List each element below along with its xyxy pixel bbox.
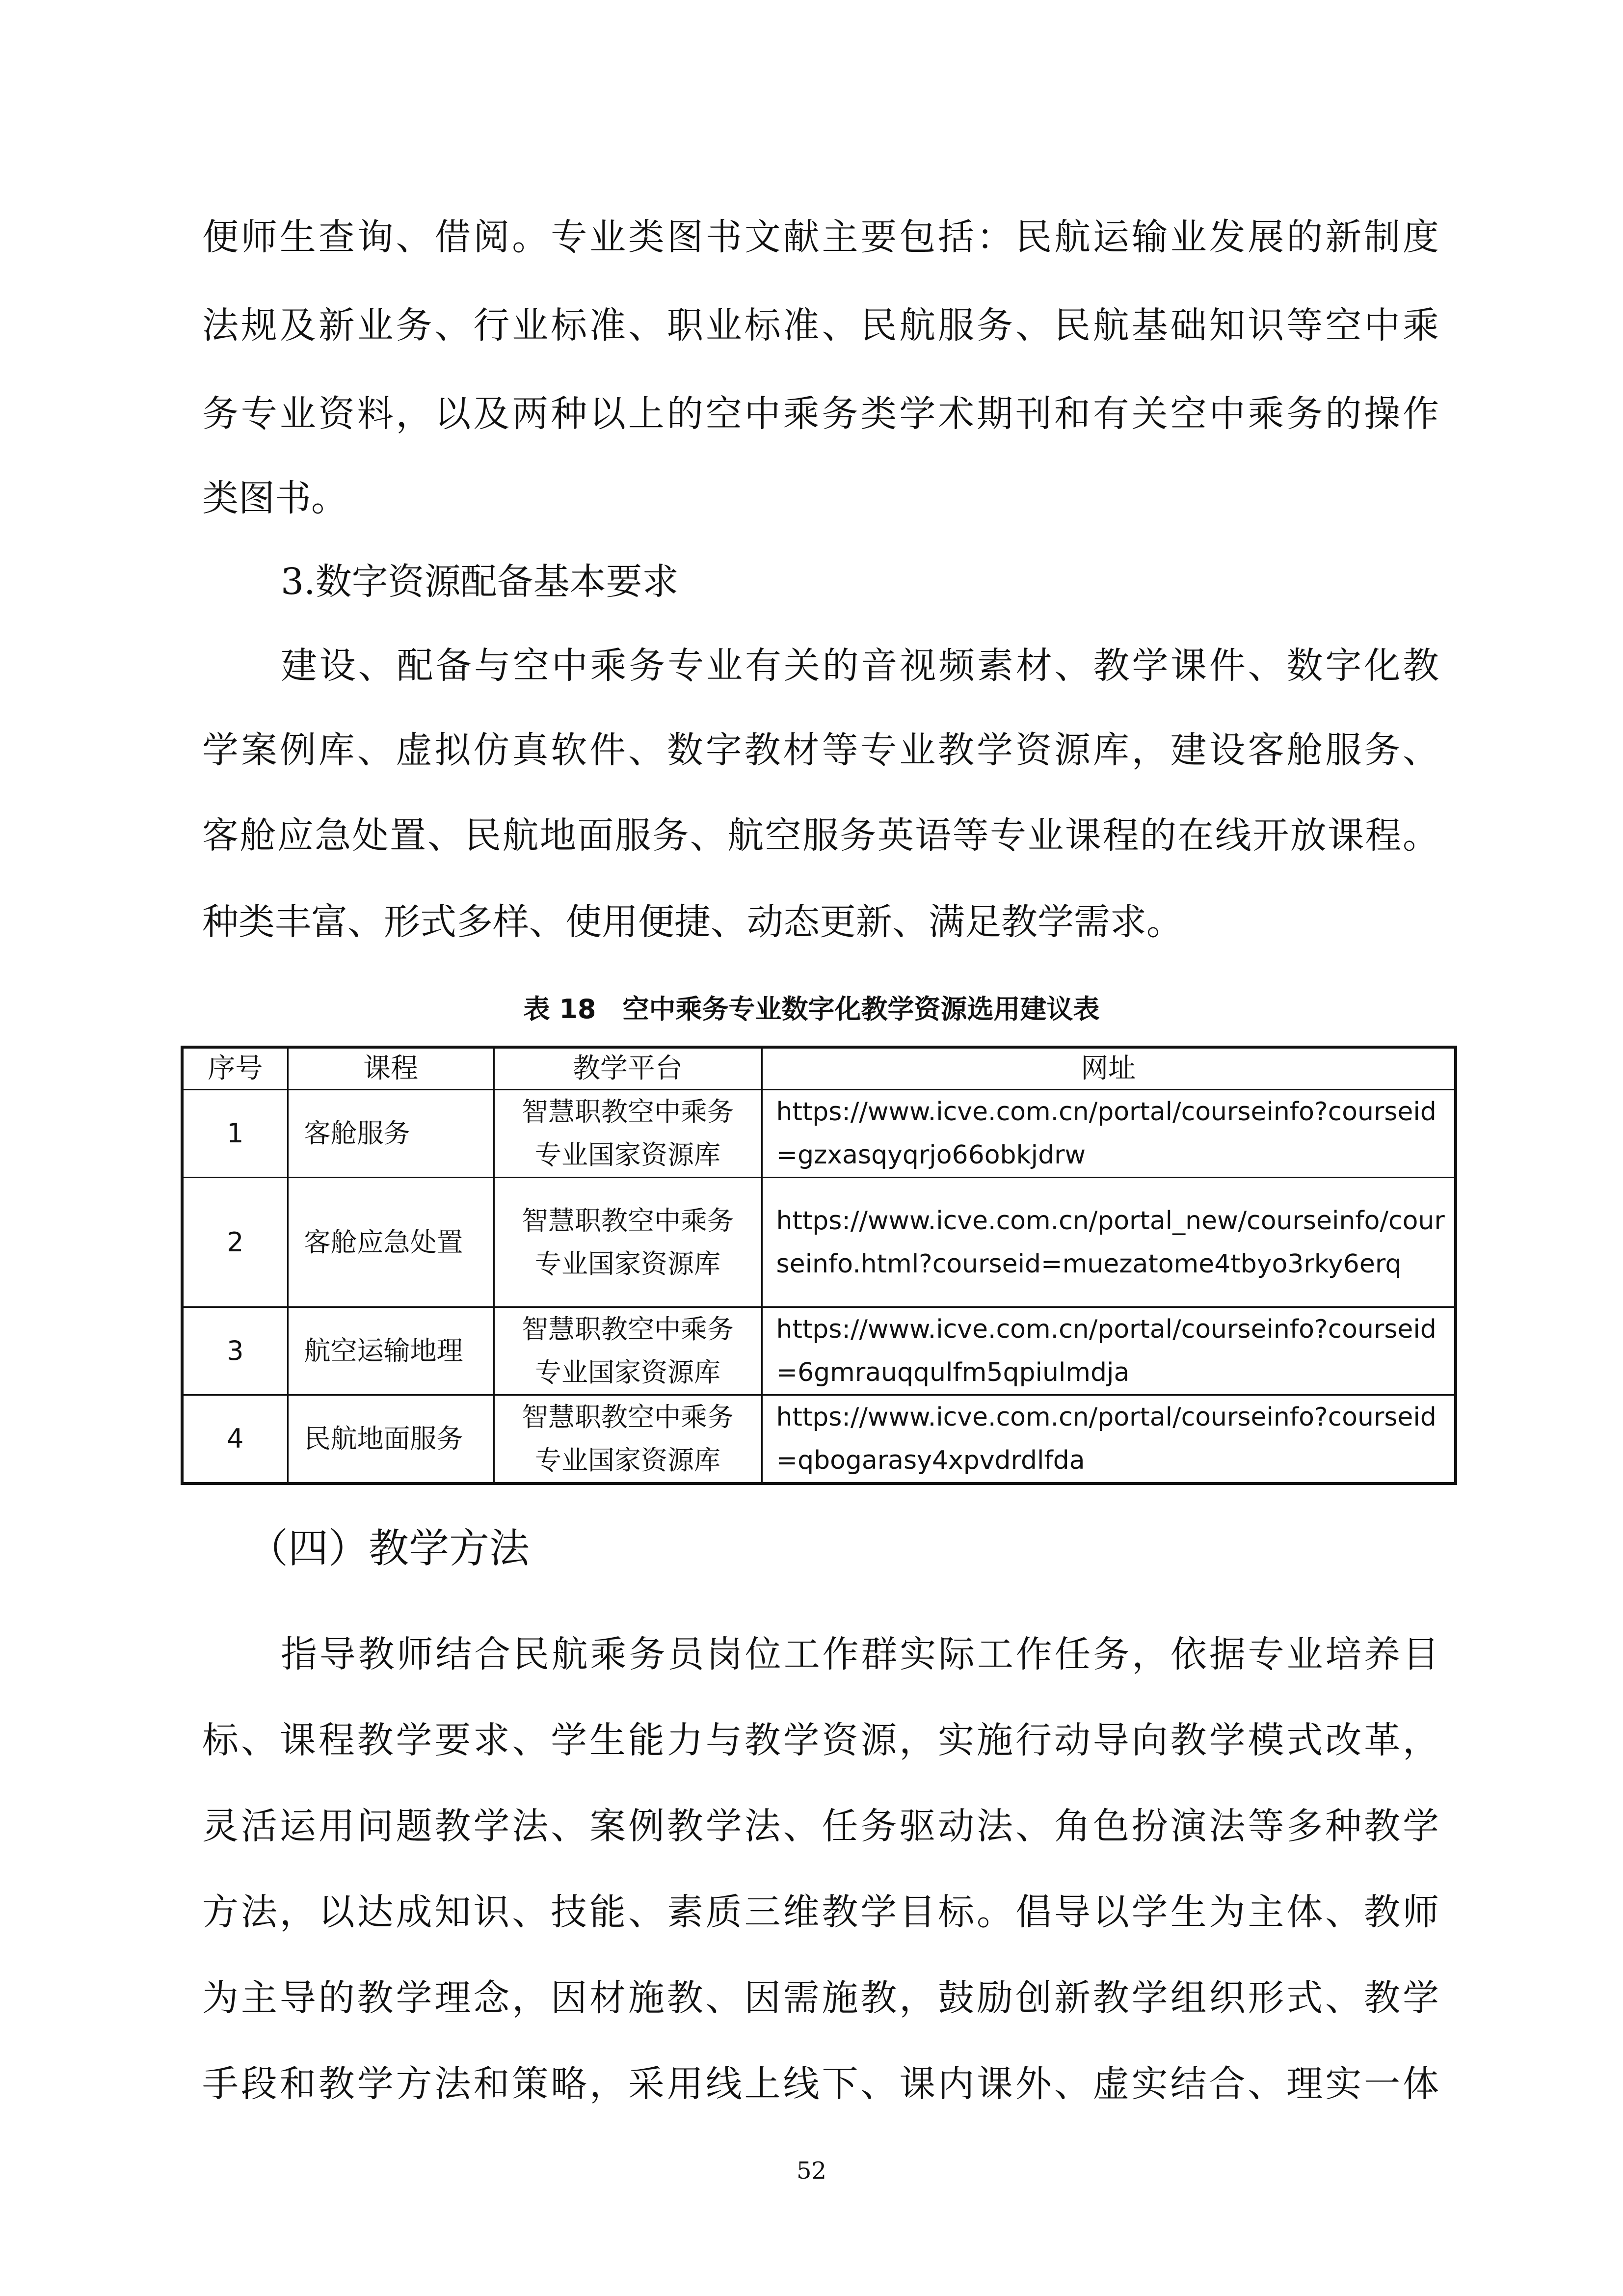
platform-line-2: 专业国家资源库 [535, 1248, 720, 1279]
paragraph-3-line-4: 方法，以达成知识、技能、素质三维教学目标。倡导以学生为主体、教师 [202, 1891, 1439, 1933]
paragraph-3-line-1: 指导教师结合民航乘务员岗位工作群实际工作任务，依据专业培养目 [281, 1633, 1439, 1675]
platform-line-2: 专业国家资源库 [535, 1357, 720, 1388]
platform-line-2: 专业国家资源库 [535, 1445, 720, 1476]
resource-url-link[interactable]: https://www.icve.com.cn/portal/courseinfo?courseid=qbogarasy4xpvdrdlfda [762, 1395, 1456, 1484]
platform-line-2: 专业国家资源库 [535, 1139, 720, 1170]
paragraph-1-line-4: 类图书。 [202, 477, 347, 519]
resource-url-link[interactable]: https://www.icve.com.cn/portal/courseinfo?courseid=gzxasqyqrjo66obkjdrw [762, 1090, 1456, 1178]
platform-line-1: 智慧职教空中乘务 [522, 1096, 734, 1127]
paragraph-2-line-4: 种类丰富、形式多样、使用便捷、动态更新、满足教学需求。 [202, 901, 1183, 943]
course-name: 民航地面服务 [288, 1395, 494, 1484]
table-caption: 表 18 空中乘务专业数字化教学资源选用建议表 [523, 994, 1100, 1025]
row-number: 1 [182, 1090, 288, 1178]
table-header-row [182, 1047, 1456, 1090]
resource-url-link[interactable]: https://www.icve.com.cn/portal_new/courseinfo/courseinfo.html?courseid=muezatome4tbyo3rky6erq [762, 1178, 1456, 1307]
paragraph-3-line-2: 标、课程教学要求、学生能力与教学资源，实施行动导向教学模式改革， [202, 1719, 1439, 1761]
paragraph-2-line-1: 建设、配备与空中乘务专业有关的音视频素材、教学课件、数字化教 [281, 645, 1439, 687]
header-url: 网址 [762, 1047, 1456, 1090]
header-platform: 教学平台 [494, 1047, 762, 1090]
table-row [182, 1395, 1456, 1484]
row-number: 2 [182, 1178, 288, 1307]
paragraph-3-line-6: 手段和教学方法和策略，采用线上线下、课内课外、虚实结合、理实一体 [202, 2063, 1439, 2105]
table-row [182, 1090, 1456, 1178]
platform-name [494, 1178, 762, 1307]
table-row [182, 1178, 1456, 1307]
subsection-heading-digital-resources: 3.数字资源配备基本要求 [281, 561, 679, 603]
header-number: 序号 [182, 1047, 288, 1090]
platform-name [494, 1395, 762, 1484]
digital-resources-table [181, 1046, 1457, 1485]
paragraph-1-line-1: 便师生查询、借阅。专业类图书文献主要包括：民航运输业发展的新制度 [202, 216, 1439, 258]
paragraph-1-line-2: 法规及新业务、行业标准、职业标准、民航服务、民航基础知识等空中乘 [202, 304, 1439, 347]
course-name: 客舱应急处置 [288, 1178, 494, 1307]
page-number: 52 [796, 2157, 827, 2185]
paragraph-3-line-3: 灵活运用问题教学法、案例教学法、任务驱动法、角色扮演法等多种教学 [202, 1805, 1439, 1847]
platform-name [494, 1307, 762, 1395]
paragraph-2-line-2: 学案例库、虚拟仿真软件、数字教材等专业教学资源库，建设客舱服务、 [202, 729, 1439, 771]
platform-line-1: 智慧职教空中乘务 [522, 1205, 734, 1236]
section-heading-teaching-methods: （四）教学方法 [248, 1525, 530, 1572]
platform-name [494, 1090, 762, 1178]
row-number: 3 [182, 1307, 288, 1395]
course-name: 客舱服务 [288, 1090, 494, 1178]
platform-line-1: 智慧职教空中乘务 [522, 1402, 734, 1432]
paragraph-3-line-5: 为主导的教学理念，因材施教、因需施教，鼓励创新教学组织形式、教学 [202, 1977, 1439, 2019]
table-row [182, 1307, 1456, 1395]
resource-url-link[interactable]: https://www.icve.com.cn/portal/courseinfo?courseid=6gmrauqqulfm5qpiulmdja [762, 1307, 1456, 1395]
course-name: 航空运输地理 [288, 1307, 494, 1395]
paragraph-1-line-3: 务专业资料，以及两种以上的空中乘务类学术期刊和有关空中乘务的操作 [202, 393, 1439, 435]
header-course: 课程 [288, 1047, 494, 1090]
paragraph-2-line-3: 客舱应急处置、民航地面服务、航空服务英语等专业课程的在线开放课程。 [202, 814, 1439, 857]
row-number: 4 [182, 1395, 288, 1484]
platform-line-1: 智慧职教空中乘务 [522, 1314, 734, 1345]
